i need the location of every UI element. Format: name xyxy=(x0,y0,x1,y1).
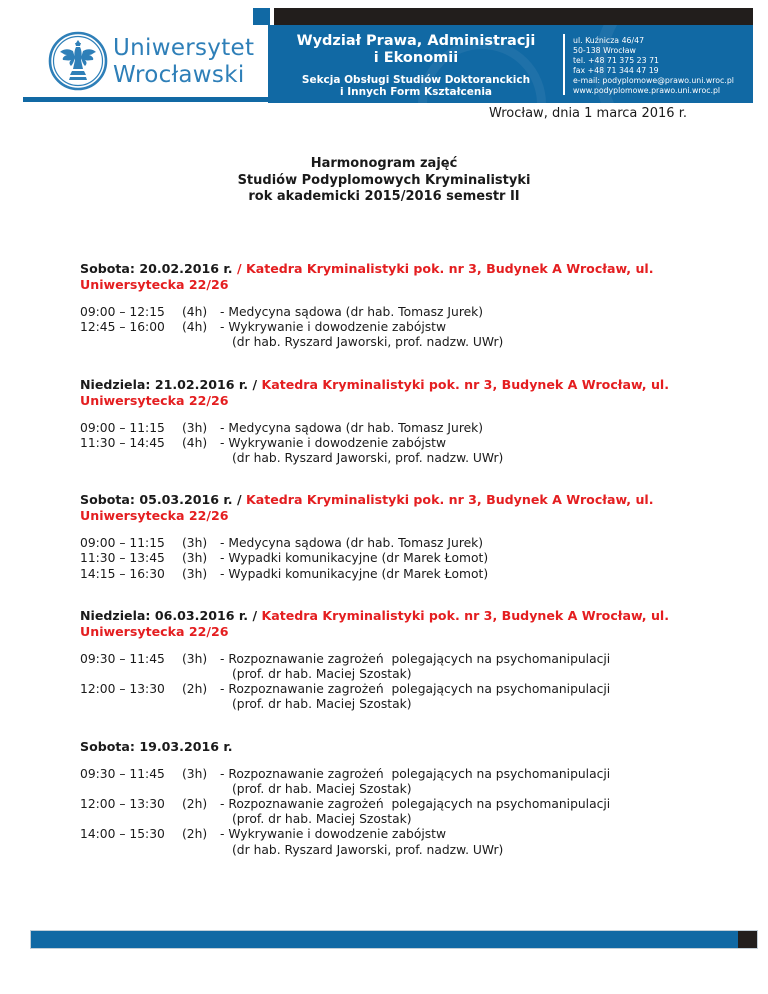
schedule-day-block xyxy=(80,377,742,467)
session-list xyxy=(80,767,742,858)
title-line2: Studiów Podyplomowych Kryminalistyki xyxy=(237,172,531,188)
day-location: Katedra Kryminalistyki pok. nr 3, Budynek A Wrocław, ul. xyxy=(261,376,670,392)
faculty-banner xyxy=(268,25,753,103)
day-location: / Katedra Kryminalistyki pok. nr 3, Budynek A Wrocław, ul. xyxy=(236,261,654,276)
day-header xyxy=(80,261,742,277)
title-line3: rok akademicki 2015/2016 semestr II xyxy=(248,189,520,204)
session-lecturer: (prof. dr hab. Maciej Szostak) xyxy=(232,812,412,827)
session-duration: (3h) xyxy=(182,536,208,551)
schedule-day-block xyxy=(80,492,742,582)
session-time: 11:30 – 14:45 xyxy=(80,435,165,450)
document-title xyxy=(0,156,768,206)
session-list xyxy=(80,421,742,467)
session-duration: (2h) xyxy=(182,827,208,842)
section-name-line2: i Innych Form Kształcenia xyxy=(339,86,493,98)
university-logo xyxy=(48,31,108,91)
session-row xyxy=(80,682,742,697)
session-course: - Medycyna sądowa (dr hab. Tomasz Jurek) xyxy=(220,536,484,551)
day-date: Sobota: 19.03.2016 r. xyxy=(80,738,233,754)
faculty-name-line2: i Ekonomii xyxy=(373,50,459,66)
session-course: - Rozpoznawanie zagrożeń polegających na psychomanipulacji xyxy=(220,797,611,812)
schedule-day-block xyxy=(80,739,742,858)
session-duration: (3h) xyxy=(182,420,208,435)
day-location: Katedra Kryminalistyki pok. nr 3, Budynek A Wrocław, ul. xyxy=(261,607,670,623)
session-course: - Rozpoznawanie zagrożeń polegających na psychomanipulacji xyxy=(220,766,611,781)
day-date: Niedziela: 06.03.2016 r. / xyxy=(80,607,262,623)
session-duration: (3h) xyxy=(182,651,208,666)
session-row xyxy=(80,536,742,551)
contact-email: e-mail: podyplomowe@prawo.uni.wroc.pl xyxy=(573,75,734,85)
session-course: - Wykrywanie i dowodzenie zabójstw xyxy=(220,435,447,450)
session-row xyxy=(80,320,742,335)
contact-fax: fax +48 71 344 47 19 xyxy=(573,65,659,75)
day-header xyxy=(80,377,742,393)
eagle-emblem-icon xyxy=(48,31,108,91)
session-time: 12:45 – 16:00 xyxy=(80,320,165,335)
header-rule xyxy=(23,97,268,102)
session-row xyxy=(80,436,742,451)
session-time: 11:30 – 13:45 xyxy=(80,551,165,566)
day-header xyxy=(80,492,742,508)
university-name-line2: Wrocławski xyxy=(113,62,245,88)
session-time: 14:00 – 15:30 xyxy=(80,827,165,842)
session-course: - Wykrywanie i dowodzenie zabójstw xyxy=(220,320,447,335)
footer-accent-square xyxy=(738,931,757,948)
contact-website: www.podyplomowe.prawo.uni.wroc.pl xyxy=(573,85,721,95)
session-duration: (4h) xyxy=(182,305,208,319)
schedule-day-block xyxy=(80,261,742,351)
session-time: 12:00 – 13:30 xyxy=(80,797,165,812)
day-location-line2: Uniwersytecka 22/26 xyxy=(80,623,229,639)
session-course: - Wypadki komunikacyjne (dr Marek Łomot) xyxy=(220,566,489,581)
session-duration: (4h) xyxy=(182,435,208,450)
session-duration: (2h) xyxy=(182,797,208,812)
session-lecturer: (dr hab. Ryszard Jaworski, prof. nadzw. UWr) xyxy=(232,335,504,350)
session-time: 14:15 – 16:30 xyxy=(80,566,165,581)
session-course: - Wykrywanie i dowodzenie zabójstw xyxy=(220,827,447,842)
day-location: Katedra Kryminalistyki pok. nr 3, Budynek A Wrocław, ul. xyxy=(245,492,654,508)
session-time: 12:00 – 13:30 xyxy=(80,682,165,697)
session-row xyxy=(80,797,742,812)
contact-street: ul. Kuźnicza 46/47 xyxy=(573,36,645,45)
day-date: Niedziela: 21.02.2016 r. / xyxy=(80,376,262,392)
day-location-line2: Uniwersytecka 22/26 xyxy=(80,392,229,408)
session-time: 09:30 – 11:45 xyxy=(80,766,165,781)
session-course: - Medycyna sądowa (dr hab. Tomasz Jurek) xyxy=(220,305,484,319)
session-lecturer: (dr hab. Ryszard Jaworski, prof. nadzw. UWr) xyxy=(232,842,504,857)
session-course: - Rozpoznawanie zagrożeń polegających na psychomanipulacji xyxy=(220,651,611,666)
session-course: - Wypadki komunikacyjne (dr Marek Łomot) xyxy=(220,551,489,566)
faculty-title-block xyxy=(268,33,564,98)
banner-divider xyxy=(563,34,565,95)
day-location-line2: Uniwersytecka 22/26 xyxy=(80,277,229,292)
session-time: 09:00 – 11:15 xyxy=(80,536,165,551)
day-date: Sobota: 05.03.2016 r. / xyxy=(80,492,246,508)
session-duration: (3h) xyxy=(182,566,208,581)
session-row xyxy=(80,827,742,842)
session-course: - Rozpoznawanie zagrożeń polegających na psychomanipulacji xyxy=(220,682,611,697)
session-duration: (3h) xyxy=(182,766,208,781)
section-name-line1: Sekcja Obsługi Studiów Doktoranckich xyxy=(301,74,531,86)
day-date: Sobota: 20.02.2016 r. xyxy=(80,261,237,276)
session-row xyxy=(80,421,742,436)
session-list xyxy=(80,652,742,713)
session-time: 09:00 – 11:15 xyxy=(80,420,165,435)
day-location-line2: Uniwersytecka 22/26 xyxy=(80,508,229,524)
session-list xyxy=(80,536,742,582)
session-duration: (2h) xyxy=(182,682,208,697)
faculty-name-line1: Wydział Prawa, Administracji xyxy=(296,33,536,49)
university-name xyxy=(113,35,254,89)
contact-phone: tel. +48 71 375 23 71 xyxy=(573,55,659,65)
contact-city: 50-138 Wrocław xyxy=(573,45,636,55)
banner-accent-square xyxy=(253,8,270,25)
session-time: 09:30 – 11:45 xyxy=(80,651,165,666)
session-lecturer: (prof. dr hab. Maciej Szostak) xyxy=(232,667,412,682)
schedule-list xyxy=(80,261,742,884)
session-duration: (3h) xyxy=(182,551,208,566)
university-name-line1: Uniwersytet xyxy=(113,35,255,61)
session-duration: (4h) xyxy=(182,320,208,335)
contact-block xyxy=(573,36,734,95)
session-time: 09:00 – 12:15 xyxy=(80,305,165,319)
footer-rule xyxy=(31,931,757,948)
session-lecturer: (prof. dr hab. Maciej Szostak) xyxy=(232,781,412,796)
session-row xyxy=(80,551,742,566)
banner-black-bar xyxy=(274,8,753,25)
day-header xyxy=(80,739,742,755)
day-header xyxy=(80,608,742,624)
session-list xyxy=(80,305,742,351)
session-lecturer: (dr hab. Ryszard Jaworski, prof. nadzw. UWr) xyxy=(232,451,504,466)
session-course: - Medycyna sądowa (dr hab. Tomasz Jurek) xyxy=(220,420,484,435)
session-row xyxy=(80,767,742,782)
title-line1: Harmonogram zajęć xyxy=(310,156,458,171)
session-row xyxy=(80,305,742,320)
session-lecturer: (prof. dr hab. Maciej Szostak) xyxy=(232,697,412,712)
document-date: Wrocław, dnia 1 marca 2016 r. xyxy=(488,106,687,121)
schedule-day-block xyxy=(80,608,742,713)
session-row xyxy=(80,567,742,582)
session-row xyxy=(80,652,742,667)
